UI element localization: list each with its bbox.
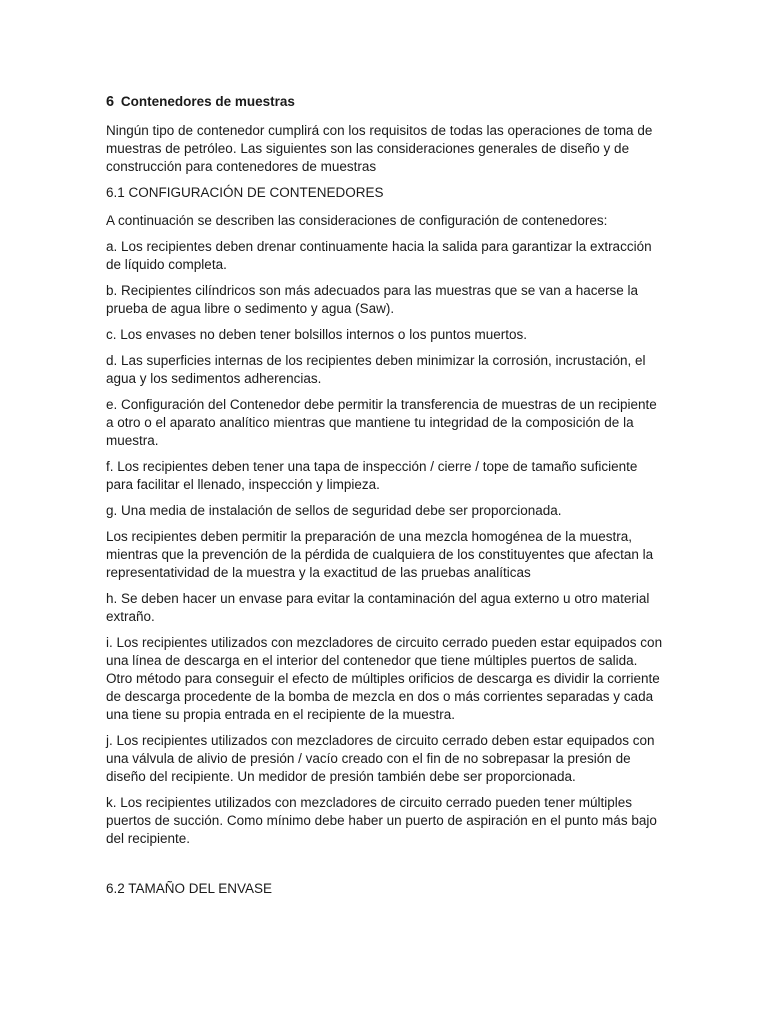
item-k-paragraph: k. Los recipientes utilizados con mezcladores de circuito cerrado pueden tener múltiples puertos de succión. Como mínimo debe haber un puerto de aspiración en el punto más bajo del recipiente. <box>106 795 657 846</box>
item-i-paragraph: i. Los recipientes utilizados con mezcladores de circuito cerrado pueden estar equipados con una línea de descarga en el interior del contenedor que tiene múltiples puertos de salida. Otro método para conseguir el efecto de múltiples orificios de descarga es dividir la corriente de descarga procedente de la bomba de mezcla en dos o más corrientes separadas y cada una tiene su propia entrada en el recipiente de la muestra. <box>106 635 663 722</box>
intro-paragraph: Ningún tipo de contenedor cumplirá con los requisitos de todas las operaciones de toma de muestras de petróleo. Las siguientes son las consideraciones generales de diseño y de construcción para contenedores de muestras <box>106 123 653 174</box>
item-f-paragraph: f. Los recipientes deben tener una tapa de inspección / cierre / tope de tamaño suficiente para facilitar el llenado, inspección y limpieza. <box>106 459 638 492</box>
section-heading-configuracion: 6.1 CONFIGURACIÓN DE CONTENEDORES <box>106 185 384 200</box>
item-b-paragraph: b. Recipientes cilíndricos son más adecuados para las muestras que se van a hacerse la prueba de agua libre o sedimento y agua (Saw). <box>106 283 639 316</box>
section-intro-paragraph: A continuación se describen las consideraciones de configuración de contenedores: <box>106 213 608 228</box>
item-h-paragraph: h. Se deben hacer un envase para evitar la contaminación del agua externo u otro material extraño. <box>106 591 650 624</box>
section-heading-tamano: 6.2 TAMAÑO DEL ENVASE <box>106 881 273 896</box>
title-text: Contenedores de muestras <box>120 94 295 109</box>
item-a-paragraph: a. Los recipientes deben drenar continuamente hacia la salida para garantizar la extracción de líquido completa. <box>106 239 652 272</box>
title-number: 6 <box>106 94 115 110</box>
item-c-paragraph: c. Los envases no deben tener bolsillos internos o los puntos muertos. <box>106 327 527 342</box>
item-e-paragraph: e. Configuración del Contenedor debe permitir la transferencia de muestras de un recipiente a otro o el aparato analítico mientras que mantiene tu integridad de la composición de la muestra. <box>106 397 657 448</box>
homogeneous-mix-paragraph: Los recipientes deben permitir la preparación de una mezcla homogénea de la muestra, mientras que la prevención de la pérdida de cualquiera de los constituyentes que afectan la representatividad de la muestra y la exactitud de las pruebas analíticas <box>106 529 654 580</box>
item-d-paragraph: d. Las superficies internas de los recipientes deben minimizar la corrosión, incrustación, el agua y los sedimentos adherencias. <box>106 353 646 386</box>
document-page <box>106 92 666 908</box>
page-title <box>106 92 666 112</box>
item-g-paragraph: g. Una media de instalación de sellos de seguridad debe ser proporcionada. <box>106 503 562 518</box>
item-j-paragraph: j. Los recipientes utilizados con mezcladores de circuito cerrado deben estar equipados con una válvula de alivio de presión / vacío creado con el fin de no sobrepasar la presión de diseño del recipiente. Un medidor de presión también debe ser proporcionada. <box>106 733 655 784</box>
